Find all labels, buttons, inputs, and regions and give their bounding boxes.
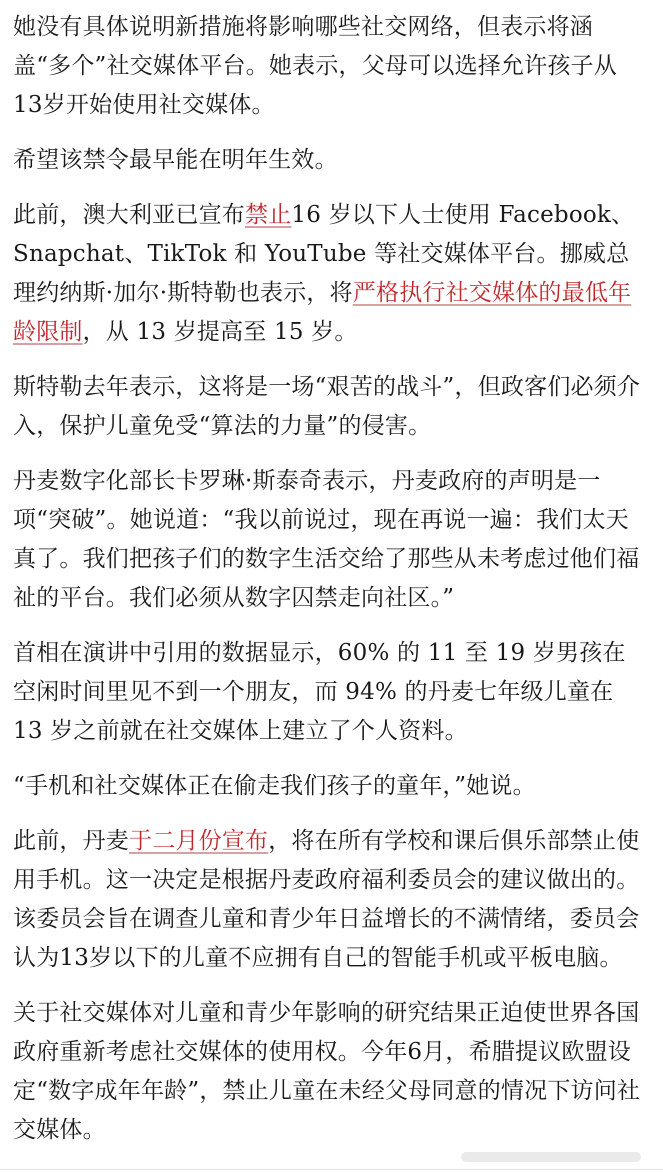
paragraph [13,141,643,180]
watermark [461,1148,641,1166]
article-body [13,8,643,1166]
paragraph-text: 斯特勒去年表示，这将是一场“艰苦的战斗”，但政客们必须介入，保护儿童免受“算法的力量”的侵害。 [13,374,641,439]
paragraph [13,634,643,751]
paragraph-text: 首相在演讲中引用的数据显示，60% 的 11 至 19 岁男孩在空闲时间里见不到一个朋友，而 94% 的丹麦七年级儿童在 13 岁之前就在社交媒体上建立了个人资料。 [13,640,626,744]
paragraph [13,767,643,806]
paragraph-text: 丹麦数字化部长卡罗琳·斯泰奇表示，丹麦政府的声明是一项“突破”。她说道：“我以前说过，现在再说一遍：我们太天真了。我们把孩子们的数字生活交给了那些从未考虑过他们福祉的平台。我们必须从数字囚禁走向社区。” [13,468,640,611]
paragraph-text: “手机和社交媒体正在偷走我们孩子的童年，”她说。 [13,773,536,799]
paragraph [13,196,643,352]
paragraph-text: ，将在所有学校和课后俱乐部禁止使用手机。这一决定是根据丹麦政府福利委员会的建议做出的。该委员会旨在调查儿童和青少年日益增长的不满情绪，委员会认为13岁以下的儿童不应拥有自己的智能手机或平板电脑。 [13,828,640,971]
paragraph-text: 希望该禁令最早能在明年生效。 [13,147,338,173]
paragraph [13,994,643,1150]
paragraph-text: 她没有具体说明新措施将影响哪些社交网络，但表示将涵盖“多个”社交媒体平台。她表示，父母可以选择允许孩子从13岁开始使用社交媒体。 [13,14,617,118]
bottom-divider [0,1169,663,1170]
paragraph-text: ，从 13 岁提高至 15 岁。 [82,319,358,345]
paragraph-text: 此前，澳大利亚已宣布 [13,202,245,228]
inline-link[interactable]: 禁止 [245,202,292,228]
paragraph [13,822,643,978]
paragraph-text: 关于社交媒体对儿童和青少年影响的研究结果正迫使世界各国政府重新考虑社交媒体的使用权。今年6月，希腊提议欧盟设定“数字成年年龄”，禁止儿童在未经父母同意的情况下访问社交媒体。 [13,1000,641,1143]
inline-link[interactable]: 严格执行社交媒体的最低年龄限制 [13,280,632,345]
paragraph-text: 16 岁以下人士使用 Facebook、Snapchat、TikTok 和 YouTube 等社交媒体平台。挪威总理约纳斯·加尔·斯特勒也表示，将 [13,202,635,306]
paragraph [13,462,643,618]
paragraph-text: 此前，丹麦 [13,828,129,854]
paragraph [13,368,643,446]
paragraph [13,8,643,125]
inline-link[interactable]: 于二月份宣布 [129,828,269,854]
